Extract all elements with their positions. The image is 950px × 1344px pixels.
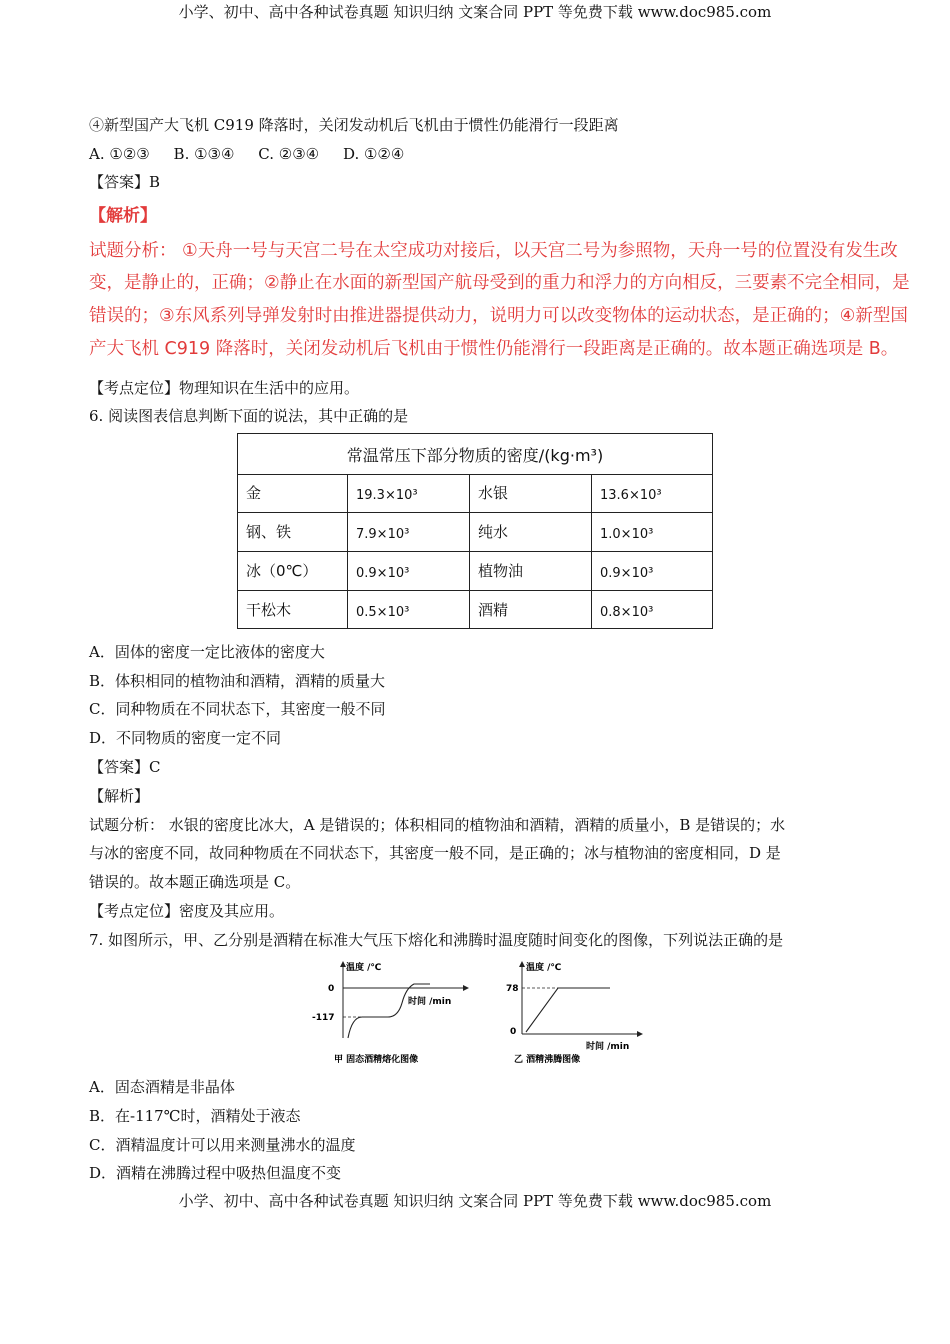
melting-graph xyxy=(310,958,470,1068)
q5-answer: 【答案】B xyxy=(89,173,161,191)
table-row xyxy=(238,591,712,628)
table-cell: 1.0×10³ xyxy=(600,527,654,542)
melting-curve xyxy=(348,984,430,1038)
x-axis-label: 时间 /min xyxy=(408,997,452,1007)
table-cell: 钢、铁 xyxy=(238,513,348,551)
q5-analysis-title: 【解析】 xyxy=(89,206,157,226)
q6-analysis-title: 【解析】 xyxy=(89,787,150,805)
y-axis-label: 温度 /℃ xyxy=(346,963,382,973)
q6-point: 【考点定位】密度及其应用。 xyxy=(89,902,285,920)
table-row xyxy=(238,552,712,591)
y-tick: 78 xyxy=(506,984,519,994)
y-tick: -117 xyxy=(312,1013,335,1023)
q7-stem: 7. 如图所示，甲、乙分别是酒精在标准大气压下熔化和沸腾时温度随时间变化的图像，下列说法正确的是 xyxy=(89,931,784,949)
chart-caption: 乙 酒精沸腾图像 xyxy=(514,1055,581,1065)
table-cell: 0.9×10³ xyxy=(600,566,654,581)
table-cell: 13.6×10³ xyxy=(600,488,662,503)
q7-option-c: C．酒精温度计可以用来测量沸水的温度 xyxy=(89,1136,356,1154)
q7-option-d: D．酒精在沸腾过程中吸热但温度不变 xyxy=(89,1164,342,1182)
boiling-graph xyxy=(500,958,645,1068)
table-cell: 纯水 xyxy=(470,513,592,551)
q6-option-d: D．不同物质的密度一定不同 xyxy=(89,729,282,747)
table-cell: 0.8×10³ xyxy=(600,605,654,620)
q6-option-c: C．同种物质在不同状态下，其密度一般不同 xyxy=(89,700,386,718)
q6-analysis-line: 与冰的密度不同，故同种物质在不同状态下，其密度一般不同，是正确的；冰与植物油的密度相同，D 是 xyxy=(89,844,781,862)
q5-analysis-line: 试题分析： ①天舟一号与天宫二号在太空成功对接后，以天宫二号为参照物，天舟一号的位置没有发生改 xyxy=(89,241,898,261)
boiling-curve xyxy=(526,988,610,1032)
y-axis-label: 温度 /℃ xyxy=(526,963,562,973)
x-axis-label: 时间 /min xyxy=(586,1042,630,1052)
table-cell: 干松木 xyxy=(238,591,348,628)
y-tick: 0 xyxy=(328,984,335,994)
table-cell: 植物油 xyxy=(470,552,592,590)
table-cell: 酒精 xyxy=(470,591,592,628)
q5-item4: ④新型国产大飞机 C919 降落时，关闭发动机后飞机由于惯性仍能滑行一段距离 xyxy=(89,116,619,134)
chart-caption: 甲 固态酒精熔化图像 xyxy=(334,1055,419,1065)
table-cell: 0.9×10³ xyxy=(348,552,470,590)
table-row xyxy=(238,474,712,513)
q6-stem: 6. 阅读图表信息判断下面的说法，其中正确的是 xyxy=(89,407,409,425)
q6-answer: 【答案】C xyxy=(89,758,161,776)
page-footer: 小学、初中、高中各种试卷真题 知识归纳 文案合同 PPT 等免费下载 www.doc985.com xyxy=(178,1192,772,1210)
q7-option-a: A．固态酒精是非晶体 xyxy=(89,1078,235,1096)
table-row xyxy=(238,513,712,552)
page-header: 小学、初中、高中各种试卷真题 知识归纳 文案合同 PPT 等免费下载 www.doc985.com xyxy=(178,3,772,21)
table-cell: 水银 xyxy=(470,474,592,512)
q6-option-a: A．固体的密度一定比液体的密度大 xyxy=(89,643,325,661)
table-title: 常温常压下部分物质的密度/(kg·m³) xyxy=(238,434,712,475)
q7-option-b: B．在-117℃时，酒精处于液态 xyxy=(89,1107,301,1125)
q5-analysis-line: 变，是静止的，正确；②静止在水面的新型国产航母受到的重力和浮力的方向相反，三要素不完全相同，是 xyxy=(89,273,910,293)
table-cell: 7.9×10³ xyxy=(348,513,470,551)
q5-options: A. ①②③ B. ①③④ C. ②③④ D. ①②④ xyxy=(89,145,405,163)
q5-analysis-line: 产大飞机 C919 降落时，关闭发动机后飞机由于惯性仍能滑行一段距离是正确的。故本题正确选项是 B。 xyxy=(89,339,899,359)
q6-option-b: B．体积相同的植物油和酒精，酒精的质量大 xyxy=(89,672,386,690)
q6-analysis-line: 试题分析： 水银的密度比冰大，A 是错误的；体积相同的植物油和酒精，酒精的质量小，B 是错误的；水 xyxy=(89,816,786,834)
q6-analysis-line: 错误的。故本题正确选项是 C。 xyxy=(89,873,301,891)
y-tick: 0 xyxy=(510,1027,517,1037)
table-cell: 19.3×10³ xyxy=(348,474,470,512)
q5-analysis-line: 错误的；③东风系列导弹发射时由推进器提供动力，说明力可以改变物体的运动状态，是正确的；④新型国 xyxy=(89,306,908,326)
table-cell: 0.5×10³ xyxy=(348,591,470,628)
table-cell: 冰（0℃） xyxy=(238,552,348,590)
table-cell: 金 xyxy=(238,474,348,512)
density-table xyxy=(237,433,713,629)
q5-point: 【考点定位】物理知识在生活中的应用。 xyxy=(89,379,360,397)
